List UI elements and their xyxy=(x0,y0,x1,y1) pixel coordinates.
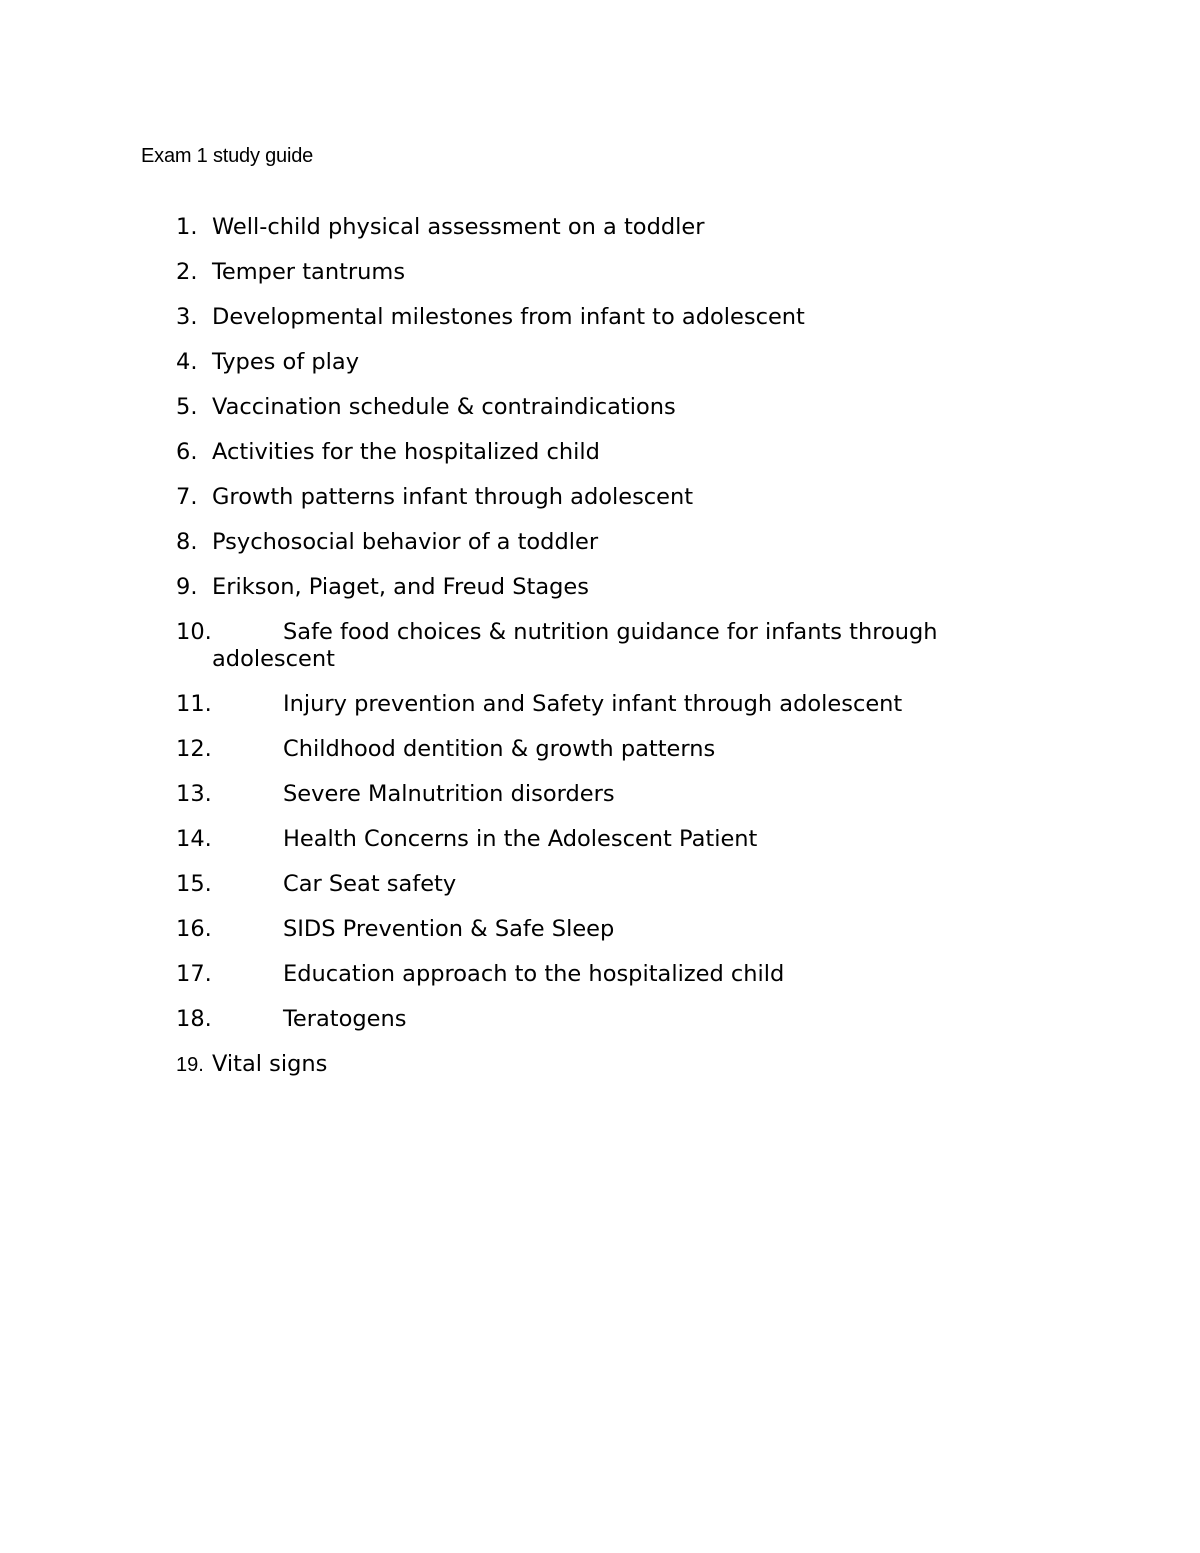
list-item xyxy=(176,214,996,241)
item-number: 1. xyxy=(176,214,198,240)
item-text: Activities for the hospitalized child xyxy=(212,439,600,465)
list-item xyxy=(176,529,996,556)
item-text: Childhood dentition & growth patterns xyxy=(283,736,716,762)
item-number: 12. xyxy=(176,736,212,762)
item-number: 16. xyxy=(176,916,212,942)
item-text: Car Seat safety xyxy=(283,871,457,897)
item-number: 7. xyxy=(176,484,198,510)
item-number: 14. xyxy=(176,826,212,852)
item-number: 3. xyxy=(176,304,198,330)
item-number: 6. xyxy=(176,439,198,465)
list-item xyxy=(176,961,996,988)
list-item xyxy=(176,736,996,763)
item-text: Teratogens xyxy=(283,1006,407,1032)
list-item xyxy=(176,1006,996,1033)
item-text: Growth patterns infant through adolescent xyxy=(212,484,694,510)
study-topic-list xyxy=(176,214,996,1096)
item-number: 11. xyxy=(176,691,212,717)
item-text: Vaccination schedule & contraindications xyxy=(212,394,676,420)
item-text: Types of play xyxy=(212,349,360,375)
item-number: 17. xyxy=(176,961,212,987)
item-text: Education approach to the hospitalized child xyxy=(283,961,785,987)
list-item xyxy=(176,916,996,943)
list-item xyxy=(176,394,996,421)
item-number: 15. xyxy=(176,871,212,897)
item-text: Developmental milestones from infant to adolescent xyxy=(212,304,805,330)
list-item xyxy=(176,871,996,898)
item-number: 2. xyxy=(176,259,198,285)
list-item xyxy=(176,619,996,673)
item-text: Psychosocial behavior of a toddler xyxy=(212,529,599,555)
item-text: Temper tantrums xyxy=(212,259,406,285)
item-text: Vital signs xyxy=(212,1051,328,1077)
list-item xyxy=(176,484,996,511)
item-number: 18. xyxy=(176,1006,212,1032)
item-number: 8. xyxy=(176,529,198,555)
item-text: Erikson, Piaget, and Freud Stages xyxy=(212,574,589,600)
page-title: Exam 1 study guide xyxy=(141,145,314,167)
item-text: SIDS Prevention & Safe Sleep xyxy=(283,916,615,942)
item-text: Health Concerns in the Adolescent Patient xyxy=(283,826,758,852)
item-number: 4. xyxy=(176,349,198,375)
list-item xyxy=(176,1051,996,1078)
list-item xyxy=(176,349,996,376)
item-text: Injury prevention and Safety infant through adolescent xyxy=(283,691,903,717)
item-number: 19. xyxy=(176,1054,204,1076)
list-item xyxy=(176,826,996,853)
list-item xyxy=(176,691,996,718)
list-item xyxy=(176,259,996,286)
item-number: 5. xyxy=(176,394,198,420)
list-item xyxy=(176,574,996,601)
item-text: Well-child physical assessment on a toddler xyxy=(212,214,705,240)
list-item xyxy=(176,439,996,466)
list-item xyxy=(176,781,996,808)
item-number: 13. xyxy=(176,781,212,807)
item-number: 10. xyxy=(176,619,212,645)
item-number: 9. xyxy=(176,574,198,600)
item-text: Severe Malnutrition disorders xyxy=(283,781,615,807)
list-item xyxy=(176,304,996,331)
item-text: Safe food choices & nutrition guidance for infants through adolescent xyxy=(212,619,938,672)
